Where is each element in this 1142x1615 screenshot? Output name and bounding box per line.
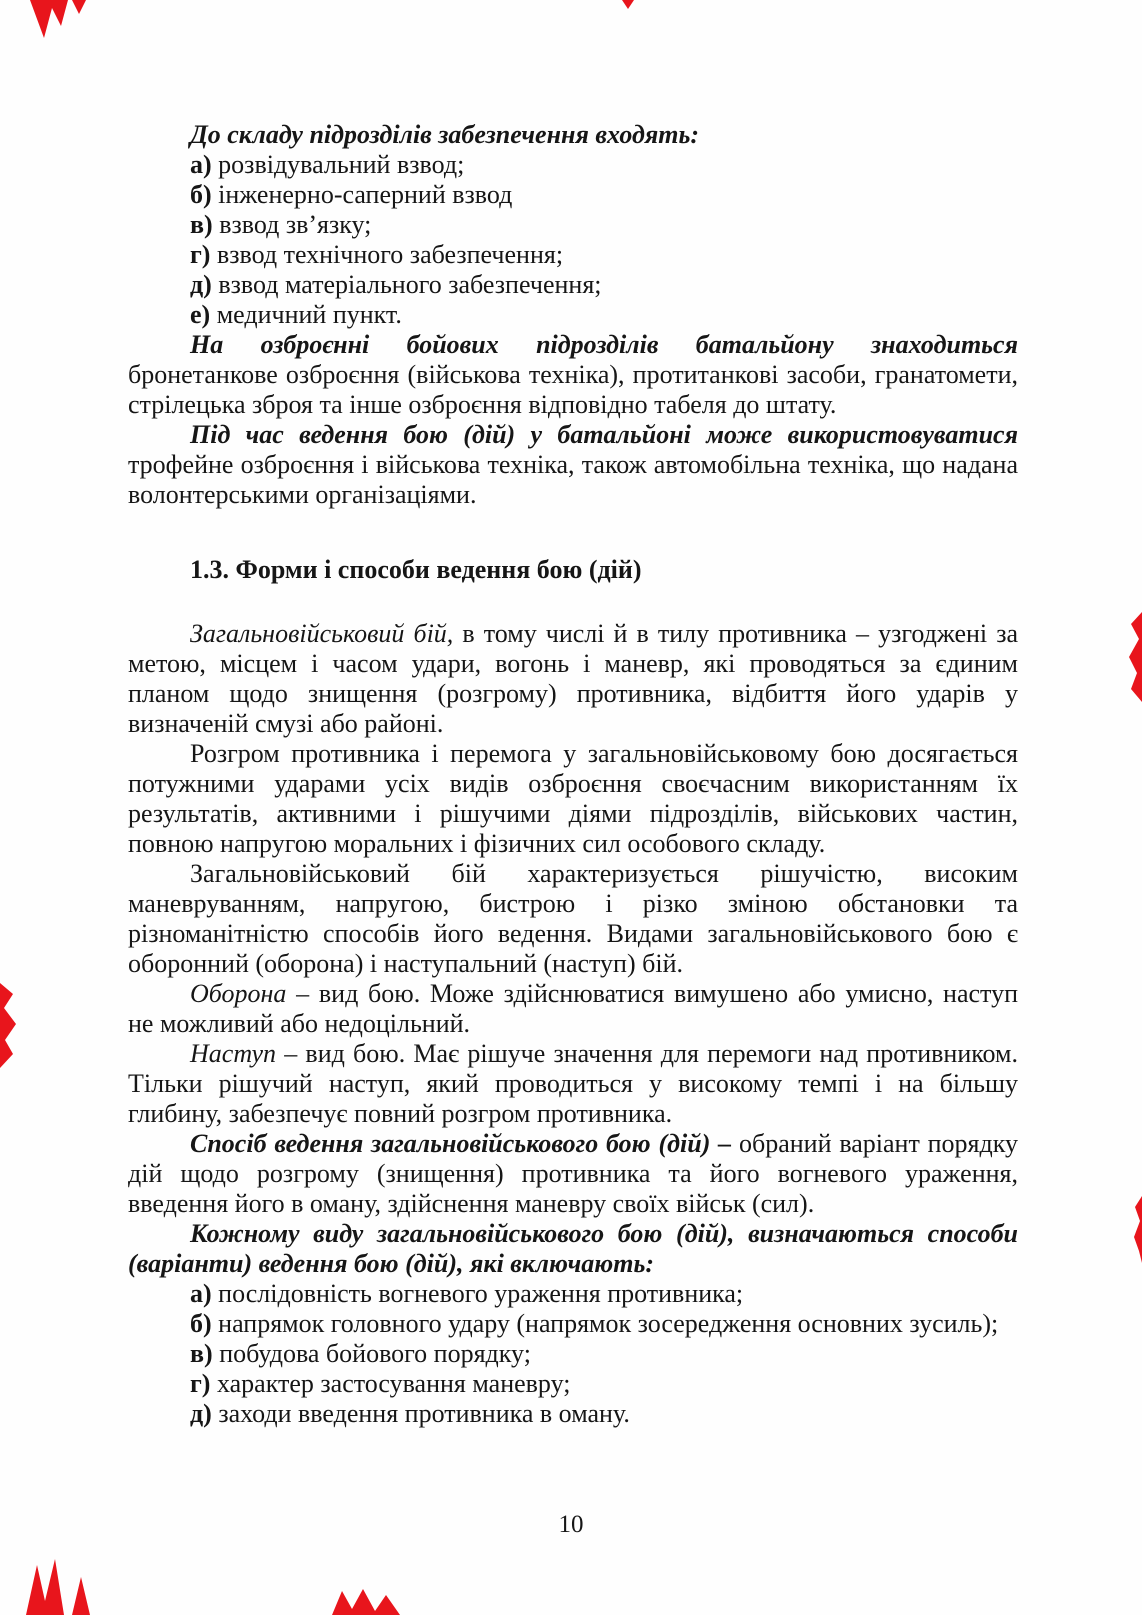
method-paragraph [128, 1129, 1018, 1219]
offense-paragraph [128, 1039, 1018, 1129]
item-marker: а) [190, 150, 212, 179]
support-unit-item [128, 240, 1018, 270]
combined-arms-lead: Загальновійськовий бій, [190, 619, 454, 648]
method-text: обраний варіант порядку дій щодо розгрому (знищення) противника та його вогневого ураження, введення його в оману, здійснення маневру своїх військ (сил). [128, 1129, 1019, 1218]
characteristics-text: Загальновійськовий бій характеризується рішучістю, високим маневруванням, напругою, бистрою і різко зміною обстановки та різноманітністю способів його ведення. Видами загальновійськового бою є оборонний (оборона) і наступальний (наступ) бій. [128, 859, 1018, 978]
item-text: заходи введення противника в оману. [218, 1399, 630, 1428]
item-text: взвод зв’язку; [219, 210, 372, 239]
defense-paragraph [128, 979, 1018, 1039]
scan-artifact-left [0, 983, 18, 1068]
defeat-paragraph [128, 739, 1018, 859]
item-marker: д) [190, 1399, 212, 1428]
scan-artifact-bottom-left [26, 1559, 98, 1615]
scan-artifact-right-upper [1127, 612, 1142, 702]
item-marker: в) [190, 210, 213, 239]
trophy-paragraph [128, 420, 1018, 510]
characteristics-paragraph [128, 859, 1018, 979]
item-marker: а) [190, 1279, 212, 1308]
method-list-item [128, 1279, 1018, 1309]
item-text: характер застосування маневру; [216, 1369, 571, 1398]
item-marker: г) [190, 1369, 211, 1398]
scan-artifact-top-center [622, 0, 634, 9]
armament-paragraph [128, 330, 1018, 420]
item-marker: б) [190, 1309, 212, 1338]
support-unit-item [128, 150, 1018, 180]
method-list-item [128, 1369, 1018, 1399]
support-unit-item [128, 180, 1018, 210]
item-marker: в) [190, 1339, 213, 1368]
armament-text: бронетанкове озброєння (військова техніка), протитанкові засоби, гранатомети, стрілецька зброя та інше озброєння відповідно табеля до штату. [128, 360, 1018, 419]
offense-text: – вид бою. Має рішуче значення для перемоги над противником. Тільки рішучий наступ, який проводиться у високому темпі і на більшу глибину, забезпечує повний розгром противника. [128, 1039, 1019, 1128]
item-text: медичний пункт. [216, 300, 402, 329]
scan-artifact-top-left [28, 0, 86, 40]
method-list-item [128, 1399, 1018, 1429]
combined-arms-text: в тому числі й в тилу противника – узгоджені за метою, місцем і часом удари, вогонь і маневр, які проводяться за єдиним планом щодо знищення (розгрому) противника, відбиття його ударів у визначеній смузі або районі. [128, 619, 1019, 738]
armament-lead: На озброєнні бойових підрозділів батальйону знаходиться [190, 330, 1018, 359]
page-text [128, 120, 1018, 1429]
offense-lead: Наступ [190, 1039, 276, 1068]
defeat-text: Розгром противника і перемога у загальновійськовому бою досягається потужними ударами усіх видів озброєння своєчасним використанням їх результатів, активними і рішучими діями підрозділів, військових частин, повною напругою моральних і фізичних сил особового складу. [128, 739, 1018, 858]
support-unit-item [128, 270, 1018, 300]
variants-paragraph [128, 1219, 1018, 1279]
method-list-item [128, 1309, 1018, 1339]
variants-lead: Кожному виду загальновійськового бою (дій), визначаються способи (варіанти) ведення бою (дій), які включають: [128, 1219, 1018, 1278]
item-text: взвод матеріального забезпечення; [218, 270, 602, 299]
scan-artifact-bottom-center [332, 1589, 400, 1615]
item-text: розвідувальний взвод; [218, 150, 465, 179]
trophy-lead: Під час ведення бою (дій) у батальйоні може використовуватися [190, 420, 1018, 449]
item-text: інженерно-саперний взвод [218, 180, 513, 209]
support-unit-item [128, 210, 1018, 240]
section-heading: 1.3. Форми і способи ведення бою (дій) [190, 555, 642, 584]
defense-text: – вид бою. Може здійснюватися вимушено або умисно, наступ не можливий або недоцільний. [128, 979, 1018, 1038]
page-number: 10 [558, 1511, 584, 1538]
combined-arms-paragraph [128, 619, 1018, 739]
item-text: взвод технічного забезпечення; [216, 240, 564, 269]
item-marker: г) [190, 240, 211, 269]
item-marker: е) [190, 300, 211, 329]
item-marker: б) [190, 180, 212, 209]
support-units-intro-paragraph [128, 120, 1018, 150]
method-lead: Спосіб ведення загальновійськового бою (дій) – [190, 1129, 732, 1158]
defense-lead: Оборона [190, 979, 287, 1008]
support-unit-item [128, 300, 1018, 330]
item-text: побудова бойового порядку; [219, 1339, 531, 1368]
item-text: послідовність вогневого ураження противника; [218, 1279, 744, 1308]
method-list-item [128, 1339, 1018, 1369]
support-units-intro: До складу підрозділів забезпечення входять: [190, 120, 700, 149]
item-marker: д) [190, 270, 212, 299]
scan-artifact-right-lower [1133, 1196, 1142, 1263]
trophy-text: трофейне озброєння і військова техніка, також автомобільна техніка, що надана волонтерськими організаціями. [128, 450, 1018, 509]
item-text: напрямок головного удару (напрямок зосередження основних зусиль); [218, 1309, 999, 1338]
